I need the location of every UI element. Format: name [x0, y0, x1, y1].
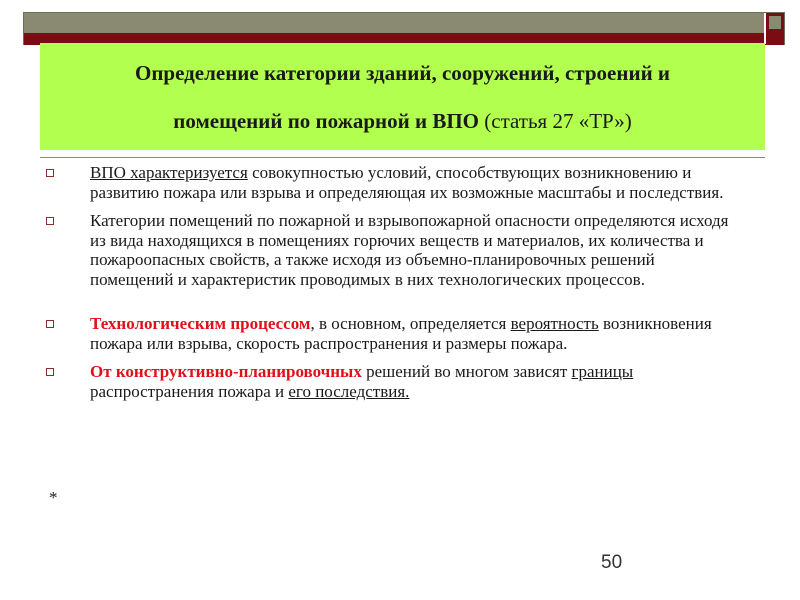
item-4-text-1: решений во многом зависят — [361, 362, 572, 381]
bullet-item-2 — [40, 211, 740, 289]
item-1-text: совокупностью условий, способствующих возникновению и развитию пожара или взрыва и определяющая их возможные масштабы и последствия. — [90, 163, 724, 202]
title-line-2 — [173, 97, 631, 145]
corner-decor-box — [764, 13, 784, 44]
item-4-underlined-2: его последствия. — [288, 381, 410, 401]
item-2-text: Категории помещений по пожарной и взрывопожарной опасности определяются исходя из вида находящихся в помещениях горючих веществ и материалов, их количества и пожароопасных свойств, а также исходя из объемно-планировочных решений помещений и характеристик проводимых в них технологических процессов. — [90, 211, 729, 289]
top-decor-bar — [23, 12, 785, 45]
item-4-highlight: От конструктивно-планировочных — [90, 362, 362, 381]
item-4-text-2: распространения пожара и — [90, 381, 289, 401]
corner-decor-inner — [769, 16, 781, 29]
item-1-underlined: ВПО характеризуется — [90, 163, 248, 182]
title-line-1: Определение категории зданий, сооружений, строений и — [134, 60, 671, 85]
page-number: 50 — [601, 552, 623, 573]
bullet-list — [40, 163, 740, 410]
square-bullet-icon — [46, 368, 54, 376]
item-3-underlined: вероятность — [510, 314, 599, 333]
item-3-highlight: Технологическим процессом — [90, 314, 311, 333]
item-4-underlined-1: границы — [571, 362, 634, 381]
slide-title — [40, 43, 765, 150]
bullet-item-1 — [40, 163, 740, 202]
item-3-text-2: возникновения пожара или взрыва, скорость распространения и размеры пожара. — [90, 314, 712, 353]
title-line-2-normal: (статья 27 «ТР») — [479, 108, 632, 133]
title-line-2-bold: помещений по пожарной и ВПО — [173, 108, 479, 133]
footnote-asterisk: * — [49, 488, 58, 507]
bullet-item-4 — [40, 362, 740, 401]
bullet-item-3 — [40, 314, 740, 353]
square-bullet-icon — [46, 169, 54, 177]
title-divider — [40, 157, 765, 158]
item-3-text-1: , в основном, определяется — [310, 314, 511, 333]
square-bullet-icon — [46, 217, 54, 225]
square-bullet-icon — [46, 320, 54, 328]
